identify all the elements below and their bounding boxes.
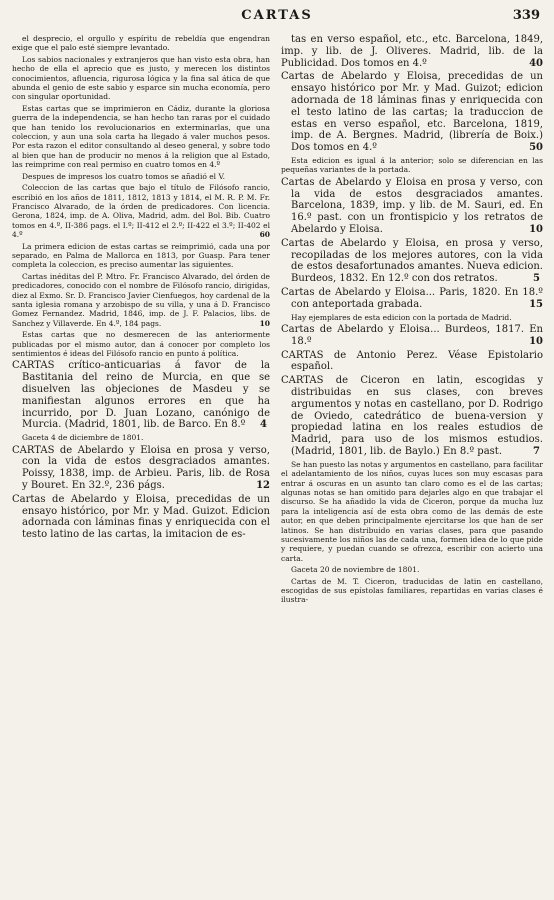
catalog-entry	[281, 460, 543, 563]
entry-text: Cartas de Abelardo y Eloisa... Paris, 1820. En 18.º con anteportada grabada.	[281, 286, 543, 310]
entry-text: Gaceta 20 de noviembre de 1801.	[291, 565, 420, 575]
entry-text: Esta edicion es igual á la anterior; solo se diferencian en las pequeñas variantes de la portada.	[281, 155, 543, 175]
entry-text: CARTAS crítico-anticuarias á favor de la Bastitania del reino de Murcia, en que se disuelven las objeciones de Masdeu y se manifiestan algunos errores en que ha incurrido, por D. Juan Lozano, canónigo de Murcia. (Madrid, 1801, lib. de Barco. En 8.º	[12, 360, 270, 431]
entry-text: Cartas de Abelardo y Eloisa... Burdeos, 1817. En 18.º	[281, 323, 543, 347]
catalog-entry	[12, 242, 270, 270]
entry-text: Coleccion de las cartas que bajo el título de Filósofo rancio, escribió en los años de 1811, 1812, 1813 y 1814, el M. R. P. M. Fr. Francisco Alvarado, de la órden de predicadores. Con licencia. Gerona, 1824, imp. de A. Oliva, Madrid, adm. del Bol. Bib. Cuatro tomos en 4.º, II-386 pags. el I.º; II-412 el 2.º; II-422 el 3.º; II-402 el 4.º	[12, 183, 270, 240]
entry-text: Hay ejemplares de esta edicion con la portada de Madrid.	[291, 312, 512, 322]
entry-price: 60	[259, 230, 270, 240]
catalog-entry	[12, 494, 270, 541]
entry-price: 50	[529, 142, 543, 154]
page-number: 339	[512, 8, 540, 23]
catalog-entry	[12, 360, 270, 431]
catalog-entry	[12, 172, 270, 181]
entry-price: 4	[260, 419, 267, 431]
entry-price: 5	[533, 273, 540, 285]
entry-price: 10	[529, 335, 543, 347]
catalog-entry	[281, 71, 543, 154]
catalog-entry	[281, 350, 543, 374]
entry-text: Cartas de Abelardo y Eloisa, precedidas de un ensayo histórico por Mr. y Mad. Guizot; edicion adornada de 18 láminas finas y enriquecida con el testo latino de las cartas; la traduccion de estas en verso español, etc. Barcelona, 1819, imp. de A. Bergnes. Madrid, (librería de Boix.) Dos tomos en 4.º	[281, 71, 543, 154]
left-column	[12, 34, 270, 894]
catalog-entry	[12, 330, 270, 358]
entry-text: Cartas de Abelardo y Eloisa en prosa y verso, con la vida de estos desgraciados amantes. Barcelona, 1839, imp. y lib. de M. Sauri, ed. En 16.º past. con un frontispicio y los retratos de Abelardo y Eloisa.	[281, 176, 543, 235]
catalog-entry	[12, 445, 270, 492]
catalog-entry	[281, 324, 543, 348]
entry-text: Cartas de Abelardo y Eloisa, en prosa y verso, recopiladas de los mejores autores, con la vida de estos desafortunados amantes. Nueva edicion. Burdeos, 1832. En 12.º con dos retratos.	[281, 237, 543, 285]
entry-text: Los sabios nacionales y extranjeros que han visto esta obra, han hecho de ella el aprecio que es justo, y merecen los distintos conocimientos, afluencia, rigurosa lógica y la fina sal ática de que abunda el genio de este sabio y esparce sin mucha economía, pero con singular oportunidad.	[12, 54, 270, 102]
entry-text: el desprecio, el orgullo y espíritu de rebeldía que engendran exige que el palo esté siempre levantado.	[12, 34, 270, 53]
running-title: CARTAS	[241, 8, 313, 23]
catalog-entry	[281, 375, 543, 458]
entry-text: Estas cartas que no desmerecen de las anteriormente publicadas por el mismo autor, dan á conocer por completo los sentimientos é ideas del Filósofo rancio en punto á política.	[12, 330, 270, 358]
entry-price: 10	[259, 318, 270, 328]
catalog-entry	[281, 577, 543, 605]
catalog-entry	[12, 433, 270, 442]
entry-text: CARTAS de Antonio Perez. Véase Epistolario español.	[281, 349, 543, 373]
catalog-entry	[12, 104, 270, 170]
catalog-entry	[281, 238, 543, 285]
catalog-entry	[281, 287, 543, 311]
catalog-entry	[12, 272, 270, 328]
entry-price: 12	[256, 479, 270, 491]
catalog-entry	[281, 313, 543, 322]
entry-text: Cartas inéditas del P. Mtro. Fr. Francisco Alvarado, del órden de predicadores, conocido con el nombre de Filósofo rancio, dirigidas, diez al Exmo. Sr. D. Francisco Javier Cienfuegos, hoy cardenal de la santa iglesia romana y arzobispo de su villa, y una á D. Francisco Gomez Fernandez. Madrid, 1846, imp. de J. F. Palacios, libs. de Sanchez y Villaverde. En 4.º, 184 pags.	[12, 271, 270, 328]
catalog-entry	[281, 34, 543, 69]
catalog-entry	[12, 183, 270, 239]
catalog-entry	[281, 177, 543, 236]
right-column	[281, 34, 543, 894]
entry-text: tas en verso español, etc., etc. Barcelona, 1849, imp. y lib. de J. Oliveres. Madrid, lib. de la Publicidad. Dos tomos en 4.º	[281, 34, 543, 69]
entry-text: Cartas de Abelardo y Eloisa, precedidas de un ensayo histórico, por Mr. y Mad. Guizot. Edicion adornada con láminas finas y enriquecida con el testo latino de las cartas, la imitacion de es-	[12, 493, 270, 541]
entry-price: 15	[529, 298, 543, 310]
page-header	[0, 8, 554, 28]
entry-text: Despues de impresos los cuatro tomos se añadió el V.	[22, 171, 225, 181]
catalog-entry	[281, 156, 543, 175]
entry-text: CARTAS de Ciceron en latin, escogidas y distribuidas en sus clases, con breves argumentos y notas en castellano, por D. Rodrigo de Oviedo, catedrático de buena-version y propiedad latina en los reales estudios de Madrid, para uso de los mismos estudios. (Madrid, 1801, lib. de Baylo.) En 8.º past.	[281, 375, 543, 457]
entry-price: 40	[529, 57, 543, 69]
entry-text: CARTAS de Abelardo y Eloisa en prosa y verso, con la vida de estos desgraciados amantes. Poissy, 1838, imp. de Arbieu. Paris, lib. de Rosa y Bouret. En 32.º, 236 págs.	[12, 444, 270, 491]
entry-price: 10	[529, 223, 543, 235]
entry-text: Se han puesto las notas y argumentos en castellano, para facilitar el adelantamiento de los niños, cuyas luces son muy escasas para entrar á oscuras en un asunto tan claro como es el de las cartas; algunas notas se han omitido para dejarles algo en que trabajar el discurso. Se ha añadido la vida de Ciceron, porque da mucha luz para la inteligencia así de esta obra como de las demás de este autor, en que deben principalmente ejercitarse los que han de ser latinos. Se han distribuido en varias clases, para que pasando sucesivamente los niños las de cada una, formen idea de lo que pide y requiere, y puedan cuando se ofrezca, escribir con acierto una carta.	[281, 459, 543, 563]
catalog-entry	[281, 565, 543, 574]
entry-text: La primera edicion de estas cartas se reimprimió, cada una por separado, en Palma de Mallorca en 1813, por Guasp. Para tener completa la coleccion, es preciso aumentar las siguientes.	[12, 241, 270, 270]
catalog-entry	[12, 34, 270, 53]
entry-text: Gaceta 4 de diciembre de 1801.	[22, 433, 144, 443]
entry-text: Estas cartas que se imprimieron en Cádiz, durante la gloriosa guerra de la independencia, se han hecho tan raras por el cuidado que han tenido los revolucionarios en exterminarlas, que una coleccion, y aun una sola carta ha llegado á valer muchos pesos. Por esta razon el editor consultando al deseo general, y sobre todo al bien que han de producir no menos á la religion que al Estado, las reimprime con real permiso en cuatro tomos en 4.º	[12, 103, 270, 170]
catalog-entry	[12, 55, 270, 102]
entry-text: Cartas de M. T. Ciceron, traducidas de latin en castellano, escogidas de sus epístolas familiares, repartidas en varias clases é ilustra-	[281, 576, 543, 605]
entry-price: 7	[533, 445, 540, 457]
